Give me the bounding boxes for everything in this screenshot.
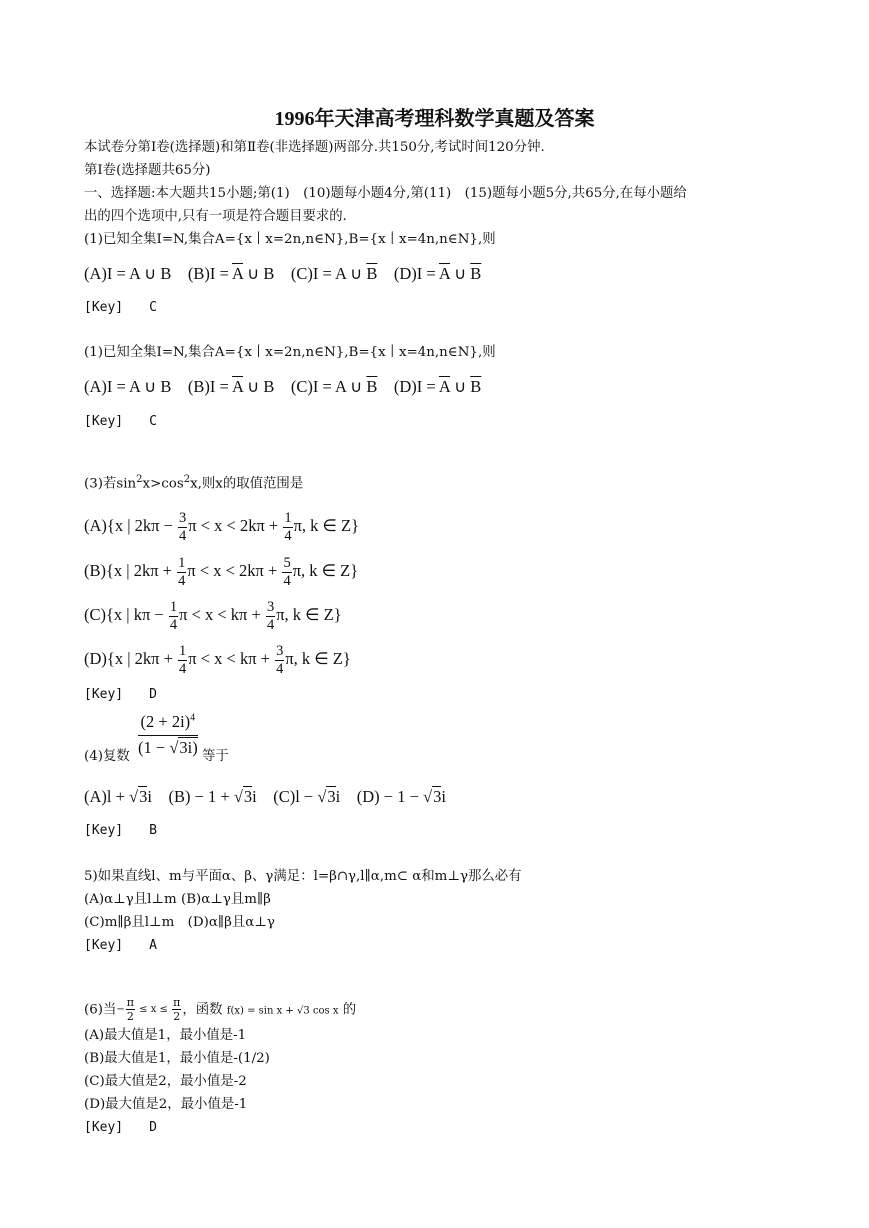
q6-key: [Key] D <box>84 1120 157 1135</box>
q4-opt-b: (B) − 1 + √3i <box>168 787 257 806</box>
q1-repeat-opt-a: (A)I = A ∪ B <box>84 377 172 396</box>
q3-key: [Key] D <box>84 687 157 702</box>
q6-stem: (6)当− $\frac{\pi}{2}$ ≤ x ≤ $\frac{\pi}{2}$ ，函数 f(x) = sin x + √3 cos x 的 <box>84 996 357 1023</box>
fraction: $\frac{\pi}{2}$ <box>173 996 181 1023</box>
q1-stem: (1)已知全集I=N,集合A={x丨x=2n,n∈N},B={x丨x=4n,n∈N},则 <box>84 232 496 247</box>
intro-line-4: 出的四个选项中,只有一项是符合题目要求的. <box>84 209 347 224</box>
q4-options <box>84 787 446 807</box>
q6-opt-d: (D)最大值是2，最小值是-1 <box>84 1097 248 1112</box>
intro-line-3: 一、选择题:本大题共15小题;第(1) (10)题每小题4分,第(11) (15)题每小题5分,共65分,在每小题给 <box>84 186 687 201</box>
q6-interval: − $\frac{\pi}{2}$ ≤ x ≤ $\frac{\pi}{2}$ <box>116 996 181 1023</box>
q1-repeat-stem: (1)已知全集I=N,集合A={x丨x=2n,n∈N},B={x丨x=4n,n∈N},则 <box>84 345 496 360</box>
q4-stem-suffix: 等于 <box>202 749 229 764</box>
q1-key: [Key] C <box>84 300 157 315</box>
q4-opt-c: (C)l − √3i <box>273 787 341 806</box>
q6-function: f(x) = sin x + √3 cos x <box>226 1005 339 1017</box>
fraction: $\frac{5}{4}$ <box>283 554 291 589</box>
fraction: $\frac{3}{4}$ <box>266 598 275 633</box>
q1-options <box>84 264 481 284</box>
q4-denominator: (1 − √3i) <box>138 738 198 757</box>
q4-numerator: $(2 + 2i)^4$ <box>138 712 198 736</box>
intro-line-1: 本试卷分第Ⅰ卷(选择题)和第Ⅱ卷(非选择题)两部分.共150分,考试时间120分钟. <box>84 140 545 155</box>
q3-opt-b: (B){x | 2kπ + $\frac{1}{4}$ π < x < 2kπ + $\frac{5}{4}$ π, k ∈ Z} <box>84 554 359 589</box>
q4-key: [Key] B <box>84 823 157 838</box>
q5-key: [Key] A <box>84 938 157 953</box>
q4-stem-prefix: (4)复数 <box>84 749 130 764</box>
q1-repeat-opt-c: (C)I = A ∪ $\overline{B}$ <box>290 377 378 396</box>
q1-opt-b: $(B)I = \overline{A}$ ∪ B <box>187 264 275 283</box>
fraction: $\frac{3}{4}$ <box>179 509 187 544</box>
q1-repeat-options <box>84 377 481 397</box>
q5-options-cd: (C)m∥β且l⊥m (D)α∥β且α⊥γ <box>84 915 275 930</box>
q1-repeat-opt-b: $(B)I = \overline{A}$ ∪ B <box>187 377 275 396</box>
fraction: $\frac{\pi}{2}$ <box>126 996 134 1023</box>
fraction: $\frac{1}{4}$ <box>284 509 292 544</box>
q1-opt-d: $(D)I = \overline{A}$ ∪ $\overline{B}$ <box>393 264 482 283</box>
q1-repeat-key: [Key] C <box>84 414 157 429</box>
q4-opt-d: (D) − 1 − √3i <box>356 787 446 806</box>
q5-stem: 5)如果直线l、m与平面α、β、γ满足：l=β∩γ,l∥α,m⊂ α和m⊥γ那么必有 <box>84 869 522 884</box>
q6-opt-b: (B)最大值是1，最小值是-(1/2) <box>84 1051 270 1066</box>
fraction: $\frac{1}{4}$ <box>178 554 186 589</box>
q1-repeat-opt-d: $(D)I = \overline{A}$ ∪ $\overline{B}$ <box>393 377 482 396</box>
q5-options-ab: (A)α⊥γ且l⊥m (B)α⊥γ且m∥β <box>84 892 271 907</box>
intro-line-2: 第Ⅰ卷(选择题共65分) <box>84 163 211 178</box>
q3-opt-c: (C){x | kπ − $\frac{1}{4}$ π < x < kπ + $\frac{3}{4}$ π, k ∈ Z} <box>84 598 342 633</box>
q1-opt-c: (C)I = A ∪ $\overline{B}$ <box>290 264 378 283</box>
q6-opt-c: (C)最大值是2，最小值是-2 <box>84 1074 247 1089</box>
q4-complex-fraction <box>138 712 198 758</box>
fraction: $\frac{1}{4}$ <box>169 598 178 633</box>
fraction: $\frac{3}{4}$ <box>276 642 284 677</box>
q4-opt-a: (A)l + √3i <box>84 787 152 806</box>
q6-opt-a: (A)最大值是1，最小值是-1 <box>84 1028 247 1043</box>
q1-opt-a: (A)I = A ∪ B <box>84 264 172 283</box>
q3-opt-a: (A){x | 2kπ − $\frac{3}{4}$ π < x < 2kπ + $\frac{1}{4}$ π, k ∈ Z} <box>84 509 360 544</box>
page-title: 1996年天津高考理科数学真题及答案 <box>274 108 595 130</box>
fraction: $\frac{1}{4}$ <box>179 642 187 677</box>
q3-stem: (3)若$\sin^2x>\cos^2x$,则x的取值范围是 <box>84 474 304 492</box>
q3-opt-d: (D){x | 2kπ + $\frac{1}{4}$ π < x < kπ + $\frac{3}{4}$ π, k ∈ Z} <box>84 642 351 677</box>
